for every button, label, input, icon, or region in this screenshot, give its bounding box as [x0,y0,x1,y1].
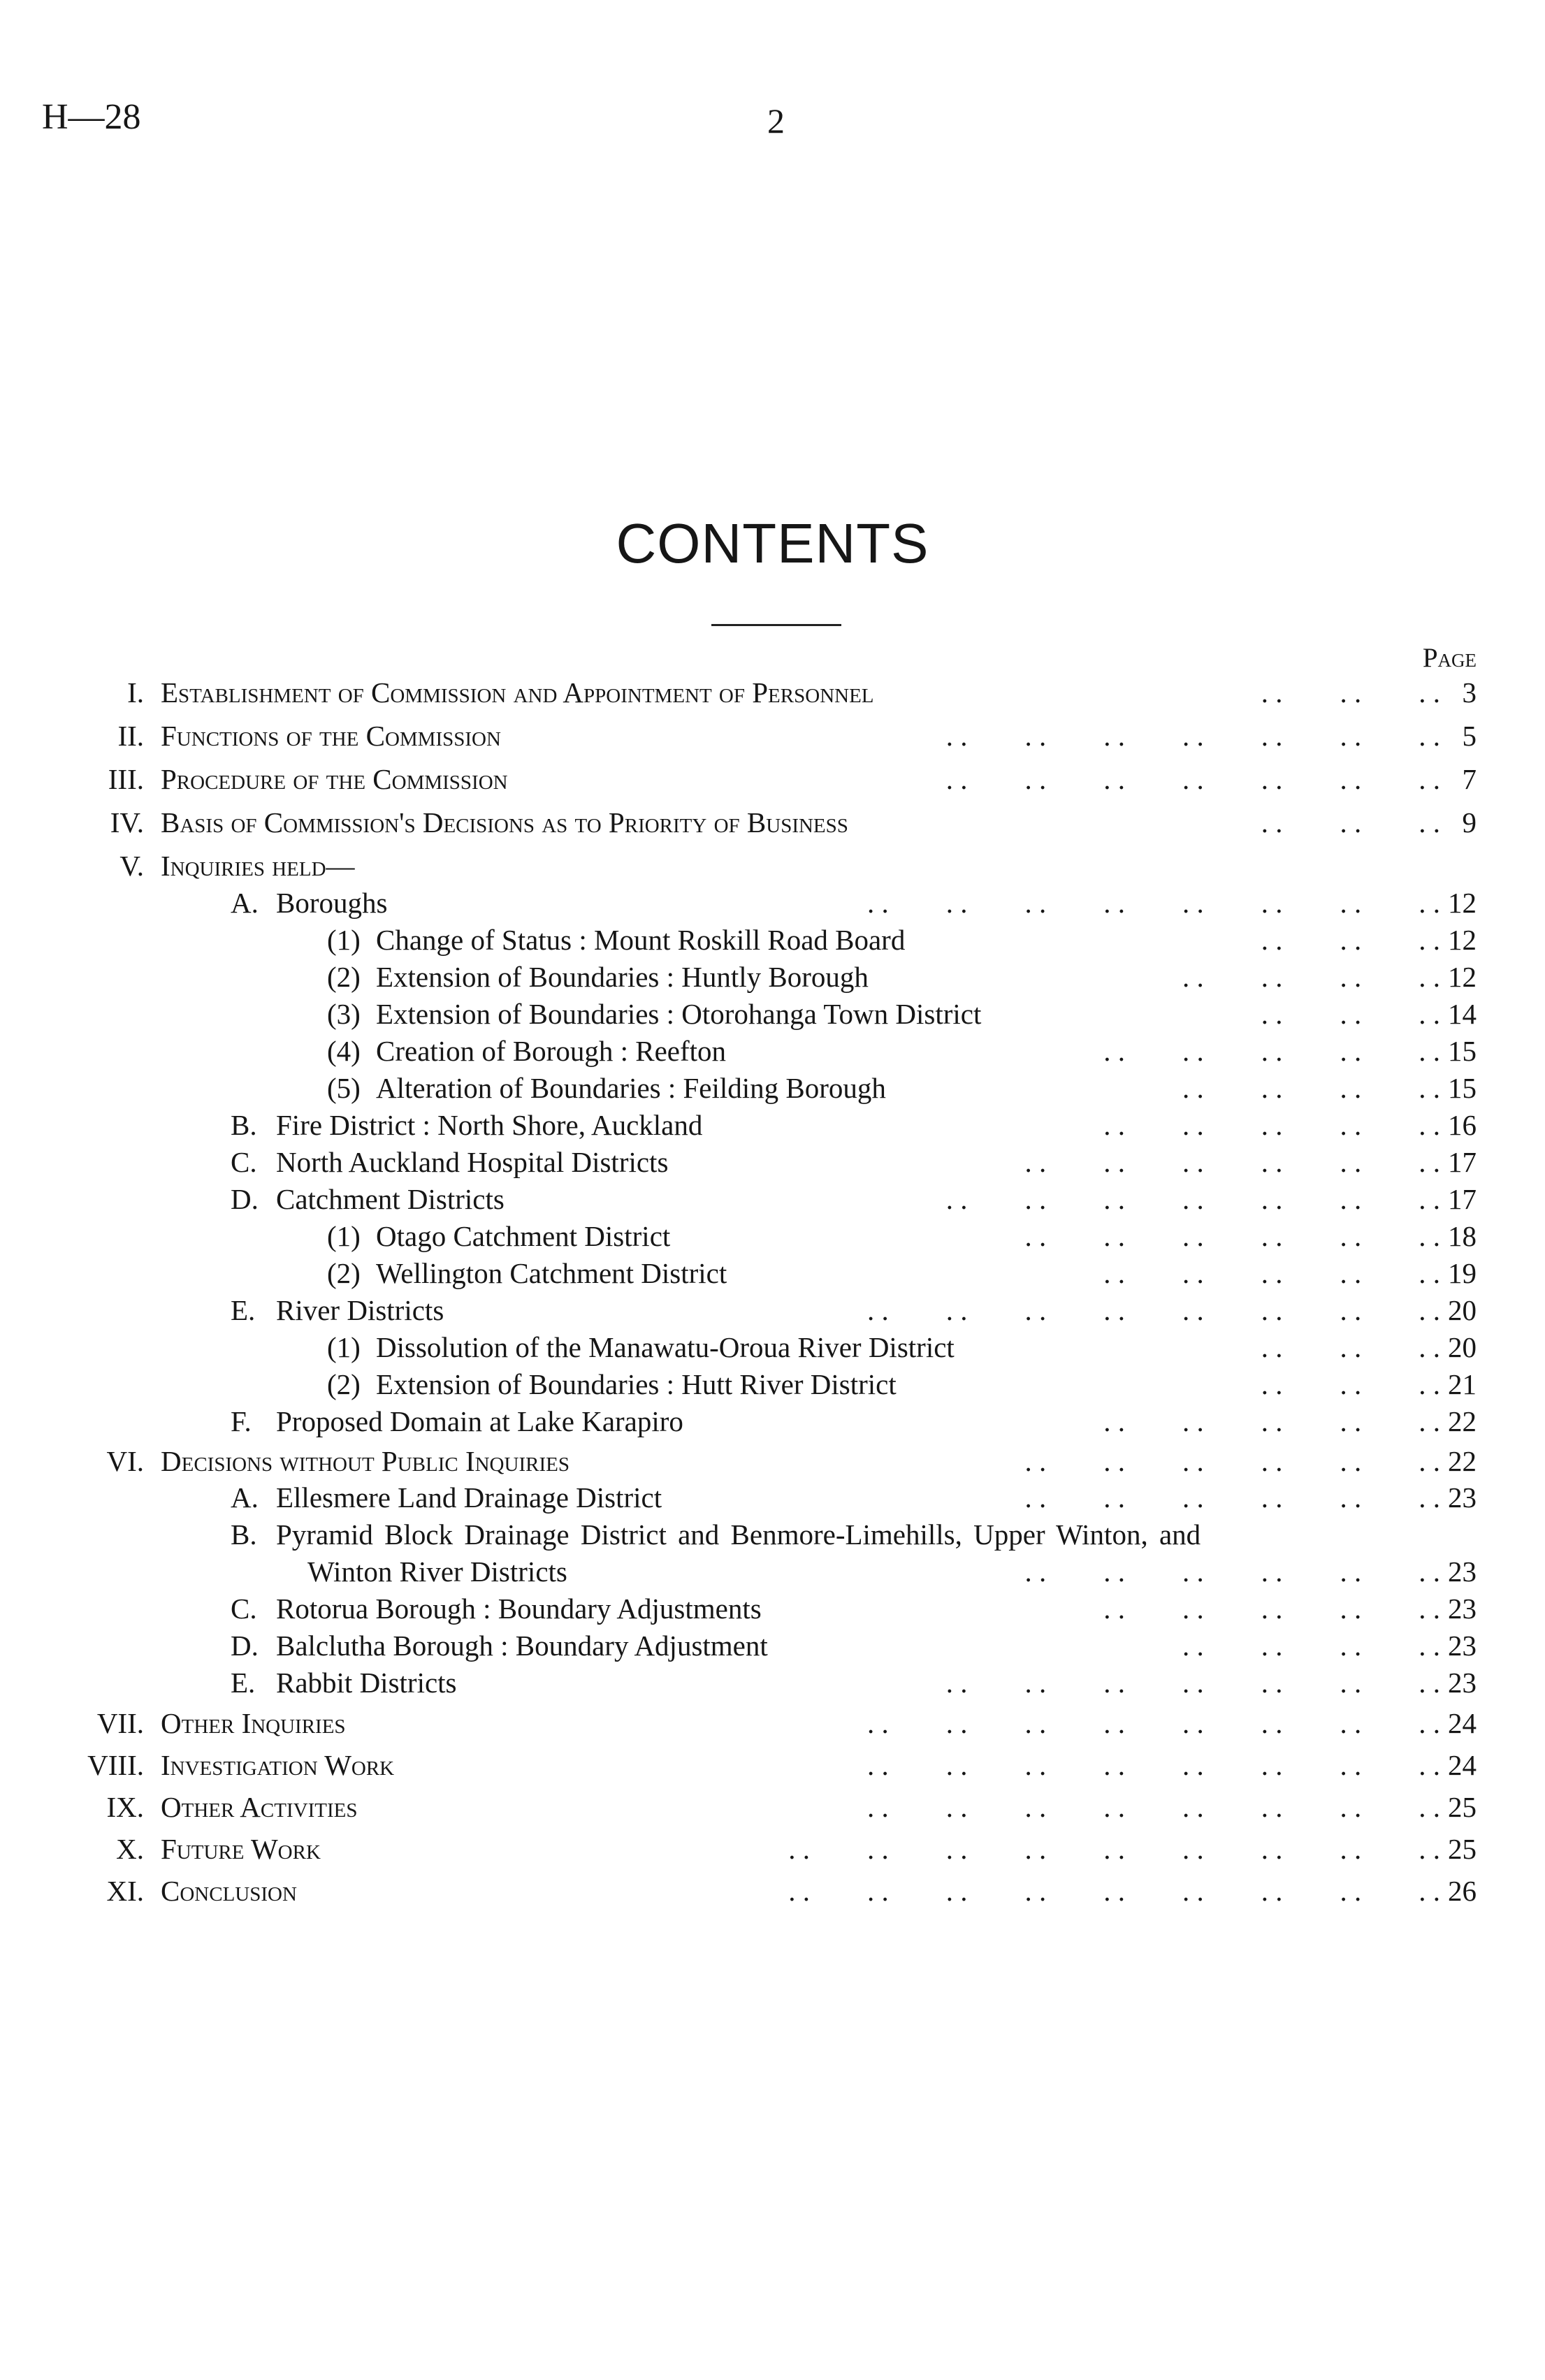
toc-entry[interactable] [0,1664,1545,1701]
toc-entry-page: 23 [1448,1630,1477,1662]
toc-entry[interactable] [0,1403,1545,1439]
toc-entry-label: Creation of Borough : Reefton [376,1035,727,1067]
toc-entry-number: F. [231,1405,252,1437]
toc-entry-label: Ellesmere Land Drainage District [276,1481,662,1514]
dot-leader: . . . . . . [1261,1368,1440,1400]
dot-leader: . . . . . . . . . . . . . . . . [867,1791,1440,1823]
dot-leader: . . . . . . . . . . . . . . [945,1667,1440,1699]
toc-entry-page: 15 [1448,1035,1477,1067]
toc-entry[interactable] [0,1329,1545,1365]
toc-entry-number: II. [117,720,144,752]
toc-entry-page: 24 [1448,1707,1477,1739]
toc-entry-number: B. [231,1518,257,1551]
toc-entry-label: Rabbit Districts [276,1667,457,1699]
toc-entry-page: 23 [1448,1592,1477,1625]
toc-entry[interactable] [0,922,1545,958]
toc-entry-page: 22 [1448,1445,1477,1477]
page-number: 2 [767,101,785,140]
toc-entry[interactable] [0,761,1545,797]
toc-entry-number: VII. [96,1707,144,1739]
toc-entry-label: Dissolution of the Manawatu-Oroua River District [376,1331,955,1363]
toc-entry-page: 20 [1448,1294,1477,1326]
dot-leader: . . . . . . . . . . . . [1024,1445,1440,1477]
toc-entry[interactable] [0,1873,1545,1909]
dot-leader: . . . . . . . . . . . . . . [945,763,1440,795]
toc-entry[interactable] [0,804,1545,841]
toc-entry[interactable] [0,1443,1545,1479]
dot-leader: . . . . . . . . [1182,1630,1440,1662]
toc-entry-page: 12 [1448,887,1477,919]
toc-entry-label: North Auckland Hospital Districts [276,1146,669,1178]
toc-entry[interactable] [0,1789,1545,1825]
toc-entry-label: Establishment of Commission and Appointment of Personnel [161,676,874,709]
toc-entry-page: 18 [1448,1220,1477,1252]
toc-entry-number: (2) [327,1368,361,1400]
dot-leader: . . . . . . . . . . . . . . . . [867,1294,1440,1326]
toc-entry-label: Investigation Work [161,1749,395,1781]
dot-leader: . . . . . . . . . . . . [1024,1555,1440,1588]
toc-entry-number: I. [127,676,144,709]
toc-entry-label: Other Activities [161,1791,358,1823]
toc-entry[interactable] [0,1255,1545,1291]
dot-leader: . . . . . . . . . . . . . . [945,720,1440,752]
toc-entry[interactable] [0,1218,1545,1254]
toc-entry[interactable] [0,1831,1545,1867]
toc-entry-number: IV. [110,806,144,839]
toc-entry[interactable] [0,996,1545,1032]
toc-entry-number: E. [231,1294,256,1326]
toc-entry-number: D. [231,1183,259,1215]
page-title: CONTENTS [616,512,929,574]
toc-entry-label: Functions of the Commission [161,720,501,752]
toc-entry[interactable] [0,1366,1545,1402]
dot-leader: . . . . . . . . . . . . [1024,1481,1440,1514]
dot-leader: . . . . . . . . . . [1103,1405,1440,1437]
toc-entry-label: Other Inquiries [161,1707,346,1739]
toc-entry-label: Pyramid Block Drainage District and Benmore-Limehills, Upper Winton, and [276,1518,1201,1551]
toc-entry[interactable] [0,1181,1545,1217]
toc-entry-number: XI. [106,1875,144,1907]
dot-leader: . . . . . . . . . . [1103,1257,1440,1289]
toc-entry-label: Extension of Boundaries : Huntly Borough [376,961,869,993]
toc-entry-page: 23 [1448,1667,1477,1699]
toc-entry-label: Procedure of the Commission [161,763,508,795]
toc-entry-page: 21 [1448,1368,1477,1400]
dot-leader: . . . . . . . . . . . . . . . . [867,887,1440,919]
toc-entry[interactable] [0,959,1545,995]
toc-entry-page: 22 [1448,1405,1477,1437]
toc-entry-page: 25 [1448,1791,1477,1823]
toc-entry[interactable] [0,1070,1545,1106]
toc-entry-page: 20 [1448,1331,1477,1363]
toc-entry-continuation[interactable] [0,1553,1545,1590]
dot-leader: . . . . . . [1261,676,1440,709]
toc-entry-label: Balclutha Borough : Boundary Adjustment [276,1630,768,1662]
toc-entry[interactable] [0,1292,1545,1328]
toc-entry[interactable] [0,674,1545,711]
toc-entry-number: C. [231,1592,257,1625]
toc-entry-page: 5 [1462,720,1477,752]
toc-entry[interactable] [0,1144,1545,1180]
dot-leader: . . . . . . . . . . . . [1024,1220,1440,1252]
toc-entry-number: (4) [327,1035,361,1067]
toc-entry-page: 23 [1448,1481,1477,1514]
toc-entry-number: A. [231,1481,259,1514]
dot-leader: . . . . . . [1261,924,1440,956]
toc-entry-page: 17 [1448,1183,1477,1215]
toc-entry-label: Winton River Districts [307,1555,567,1588]
toc-entry-page: 16 [1448,1109,1477,1141]
toc-entry[interactable] [0,1705,1545,1741]
toc-entry-page: 19 [1448,1257,1477,1289]
toc-entry-page: 23 [1448,1555,1477,1588]
toc-entry[interactable] [0,1479,1545,1516]
toc-entry-page: 12 [1448,961,1477,993]
toc-entry-number: (3) [327,998,361,1030]
toc-entry-page: 14 [1448,998,1477,1030]
toc-entry-label: River Districts [276,1294,444,1326]
toc-entry-page: 15 [1448,1072,1477,1104]
toc-entry[interactable] [0,1590,1545,1627]
toc-entry-label: Basis of Commission's Decisions as to Priority of Business [161,806,848,839]
toc-entry[interactable] [0,1747,1545,1783]
toc-entry-label: Extension of Boundaries : Otorohanga Town District [376,998,982,1030]
page-column-heading: Page [1422,643,1477,673]
dot-leader: . . . . . . . . [1182,1072,1440,1104]
toc-entry-page: 3 [1462,676,1477,709]
dot-leader: . . . . . . . . . . . . . . . . . . [788,1875,1440,1907]
toc-entry-label: Boroughs [276,887,388,919]
toc-entry-page: 25 [1448,1833,1477,1865]
toc-entry-page: 9 [1462,806,1477,839]
toc-entry[interactable] [0,885,1545,921]
dot-leader: . . . . . . [1261,806,1440,839]
toc-entry-number: IX. [106,1791,144,1823]
toc-entry-label: Rotorua Borough : Boundary Adjustments [276,1592,762,1625]
toc-entry-label: Extension of Boundaries : Hutt River District [376,1368,897,1400]
toc-entry[interactable] [0,1516,1545,1553]
document-code: H—28 [42,97,141,137]
toc-entry[interactable] [0,1033,1545,1069]
toc-entry-number: VI. [106,1445,144,1477]
toc-entry-label: Change of Status : Mount Roskill Road Board [376,924,906,956]
toc-entry-number: E. [231,1667,256,1699]
toc-entry-page: 17 [1448,1146,1477,1178]
toc-entry-page: 26 [1448,1875,1477,1907]
toc-entry-number: C. [231,1146,257,1178]
toc-entry-number: (1) [327,1220,361,1252]
toc-entry-label: Proposed Domain at Lake Karapiro [276,1405,683,1437]
toc-entry-page: 12 [1448,924,1477,956]
toc-entry-label: Alteration of Boundaries : Feilding Borough [376,1072,886,1104]
dot-leader: . . . . . . . . . . [1103,1592,1440,1625]
toc-entry-number: A. [231,887,259,919]
toc-entry-number: (5) [327,1072,361,1104]
toc-entry-number: (2) [327,1257,361,1289]
toc-entry-label: Inquiries held— [161,850,355,882]
dot-leader: . . . . . . [1261,998,1440,1030]
toc-entry[interactable] [0,718,1545,754]
toc-entry-number: III. [108,763,144,795]
dot-leader: . . . . . . . . . . . . . . . . [867,1749,1440,1781]
toc-entry-number: D. [231,1630,259,1662]
dot-leader: . . . . . . . . . . [1103,1035,1440,1067]
toc-entry[interactable] [0,1627,1545,1664]
dot-leader: . . . . . . . . [1182,961,1440,993]
toc-entry[interactable] [0,1107,1545,1143]
toc-entry-number: B. [231,1109,257,1141]
toc-entry-number: V. [119,850,144,882]
dot-leader: . . . . . . . . . . . . . . . . . . [788,1833,1440,1865]
toc-entry-number: (2) [327,961,361,993]
toc-entry-number: X. [116,1833,144,1865]
toc-entry-label: Conclusion [161,1875,297,1907]
dot-leader: . . . . . . . . . . . . [1024,1146,1440,1178]
toc-entry-number: VIII. [87,1749,144,1781]
toc-entry-page: 7 [1462,763,1477,795]
toc-entry-number: (1) [327,1331,361,1363]
dot-leader: . . . . . . . . . . [1103,1109,1440,1141]
toc-entry-label: Future Work [161,1833,321,1865]
toc-entry-label: Decisions without Public Inquiries [161,1445,570,1477]
toc-entry-label: Otago Catchment District [376,1220,671,1252]
toc-entry-label: Wellington Catchment District [376,1257,727,1289]
dot-leader: . . . . . . . . . . . . . . [945,1183,1440,1215]
toc-entry-label: Fire District : North Shore, Auckland [276,1109,703,1141]
toc-entry-page: 24 [1448,1749,1477,1781]
dot-leader: . . . . . . . . . . . . . . . . [867,1707,1440,1739]
toc-entry-label: Catchment Districts [276,1183,505,1215]
toc-section-heading[interactable] [0,848,1545,884]
dot-leader: . . . . . . [1261,1331,1440,1363]
toc-entry-number: (1) [327,924,361,956]
